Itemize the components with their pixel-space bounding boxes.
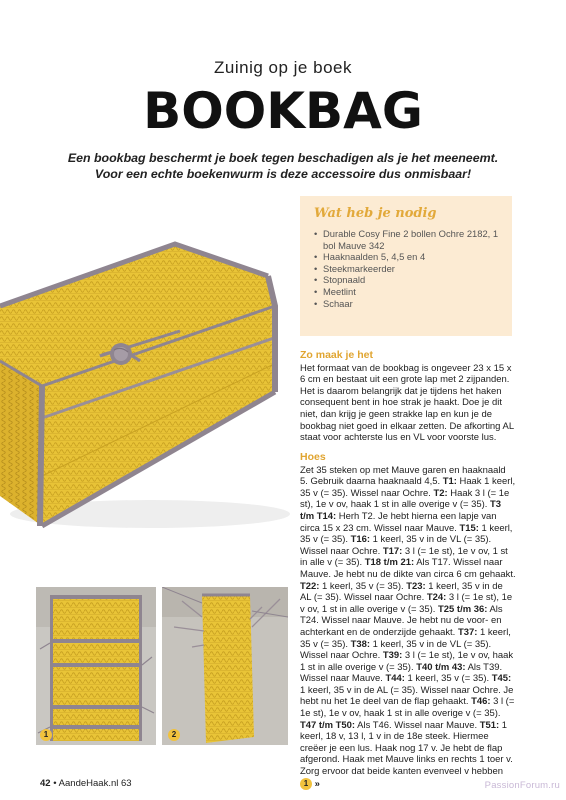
row-marker: T51:: [479, 719, 500, 731]
list-item: • Haaknaalden 5, 4,5 en 4: [314, 251, 426, 263]
row-marker: T38:: [350, 638, 371, 650]
row-marker: T24:: [426, 592, 447, 604]
section-hoes: [300, 452, 516, 790]
row-marker: T2:: [433, 487, 448, 499]
section-make-body: Het formaat van de bookbag is ongeveer 23 x 15 x 6 cm en bestaat uit een grote lap met 2 zijpanden. Het is daarom belangrijk dat je tijdens het haken consequent bent in hoe strak je haakt. Doe je dit niet, dan krijg je geen strakke lap en kun je de bookbag niet goed in elkaar zetten. De afkorting AL staat voor achterste lus en VL voor voorste lus.: [300, 362, 514, 444]
materials-box: [300, 196, 512, 336]
intro: [40, 150, 526, 182]
step-photo-2: [162, 587, 288, 745]
row-marker: T3 t/m T14:: [300, 499, 501, 522]
row-marker: T45:: [491, 673, 512, 685]
continue-mark: »: [314, 778, 320, 790]
intro-line-1: Een bookbag beschermt je boek tegen beschadigen als je het meeneemt.: [67, 151, 499, 165]
section-make-title: Zo maak je het: [300, 349, 373, 361]
row-marker: T44:: [385, 673, 405, 685]
row-marker: T46:: [471, 696, 491, 708]
row-marker: T18 t/m 21:: [364, 557, 415, 569]
materials-title: Wat heb je nodig: [314, 206, 437, 221]
row-marker: T47 t/m T50:: [300, 719, 356, 731]
page-title: BOOKBAG: [143, 82, 423, 140]
row-marker: T25 t/m 36:: [438, 603, 488, 615]
section-make: [300, 350, 516, 444]
watermark: PassionForum.ru: [484, 780, 560, 791]
row-marker: T16:: [350, 534, 371, 546]
page-number: 42: [40, 778, 51, 789]
bookbag-photo: [0, 196, 298, 541]
list-item: • Steekmarkeerder: [314, 262, 395, 274]
row-marker: T17:: [382, 545, 403, 557]
list-item: • Schaar: [314, 297, 353, 309]
row-marker: T1:: [442, 476, 457, 488]
footer: [40, 778, 132, 789]
intro-line-2: Voor een echte boekenwurm is deze accessoire dus onmisbaar!: [94, 167, 472, 181]
materials-list: [314, 228, 504, 309]
row-marker: T40 t/m 43:: [416, 661, 466, 673]
list-item: • Durable Cosy Fine 2 bollen Ochre 2182, 1 bol Mauve 342: [314, 228, 499, 251]
list-item: • Stopnaald: [314, 274, 366, 286]
row-marker: T15:: [459, 522, 479, 534]
section-hoes-body: Zet 35 steken op met Mauve garen en haaknaald 5. Gebruik daarna haaknaald 4,5. T1: Haak 1 keerl, 35 v (= 35). Wissel naar Ochre. T2: Haak 3 l (= 1e st), 1e v ov, haak 1 st in alle overige v (= 35). T3 t/m T14: Herh T2. Je hebt hierna een lapje van circa 15 x 23 cm. Wissel naar Mauve. T15: 1 keerl, 35 v (= 35). T16: 1 keerl, 35 v in de VL (= 35). Wissel naar Ochre. T17: 3 l (= 1e st), 1e v ov, 1 st in alle v (= 35). T18 t/m 21: Als T17. Wissel naar Mauve. Je hebt nu de dikte van circa 6 cm gehaakt. T22: 1 keerl, 35 v (= 35). T23: 1 keerl, 35 v in de AL (= 35). Wissel naar Ochre. T24: 3 l (= 1e st), 1e v ov, 1 st in alle overige v (= 35). T25 t/m 36: Als T24. Wissel naar Mauve. Je hebt nu de voor- en achterkant en de onderzijde gehaakt. T37: 1 keerl, 35 v (= 35). T38: 1 keerl, 35 v in de VL (= 35). Wissel naar Ochre. T39: 3 l (= 1e st), 1e v ov, haak 1 st in alle overige v (= 35). T40 t/m 43: Als T39. Wissel naar Mauve. T44: 1 keerl, 35 v (= 35). T45: 1 keerl, 35 v in de AL (= 35). Wissel naar Ochre. Je hebt nu het 1e deel van de flap gehaakt. T46: 3 l (= 1e st), 1e v ov, haak 1 st in alle overige v (= 35). T47 t/m T50: Als T46. Wissel naar Mauve. T51: 1 keerl, 18 v, 13 l, 1 v in de 18e steek. Hiermee creëer je een lus. Haak nog 17 v. Je hebt de flap afgerond. Haak met Mauve links en rechts 1 toer v. Zorg ervoor dat beide kanten evenveel v hebben 1 »: [300, 464, 516, 790]
row-marker: T22:: [300, 580, 320, 592]
list-item: • Meetlint: [314, 285, 356, 297]
row-marker: T37:: [457, 626, 478, 638]
step-photo-1: [36, 587, 156, 745]
footer-bullet: •: [53, 778, 57, 789]
photo-ref-badge: 1: [300, 778, 312, 790]
row-marker: T39:: [382, 650, 403, 662]
photo-badge-2: 2: [168, 729, 180, 741]
publication-name: AandeHaak.nl 63: [58, 778, 132, 789]
section-hoes-title: Hoes: [300, 451, 326, 463]
row-marker: T23:: [406, 580, 426, 592]
kicker: Zuinig op je boek: [214, 58, 352, 77]
photo-badge-1: 1: [40, 729, 52, 741]
